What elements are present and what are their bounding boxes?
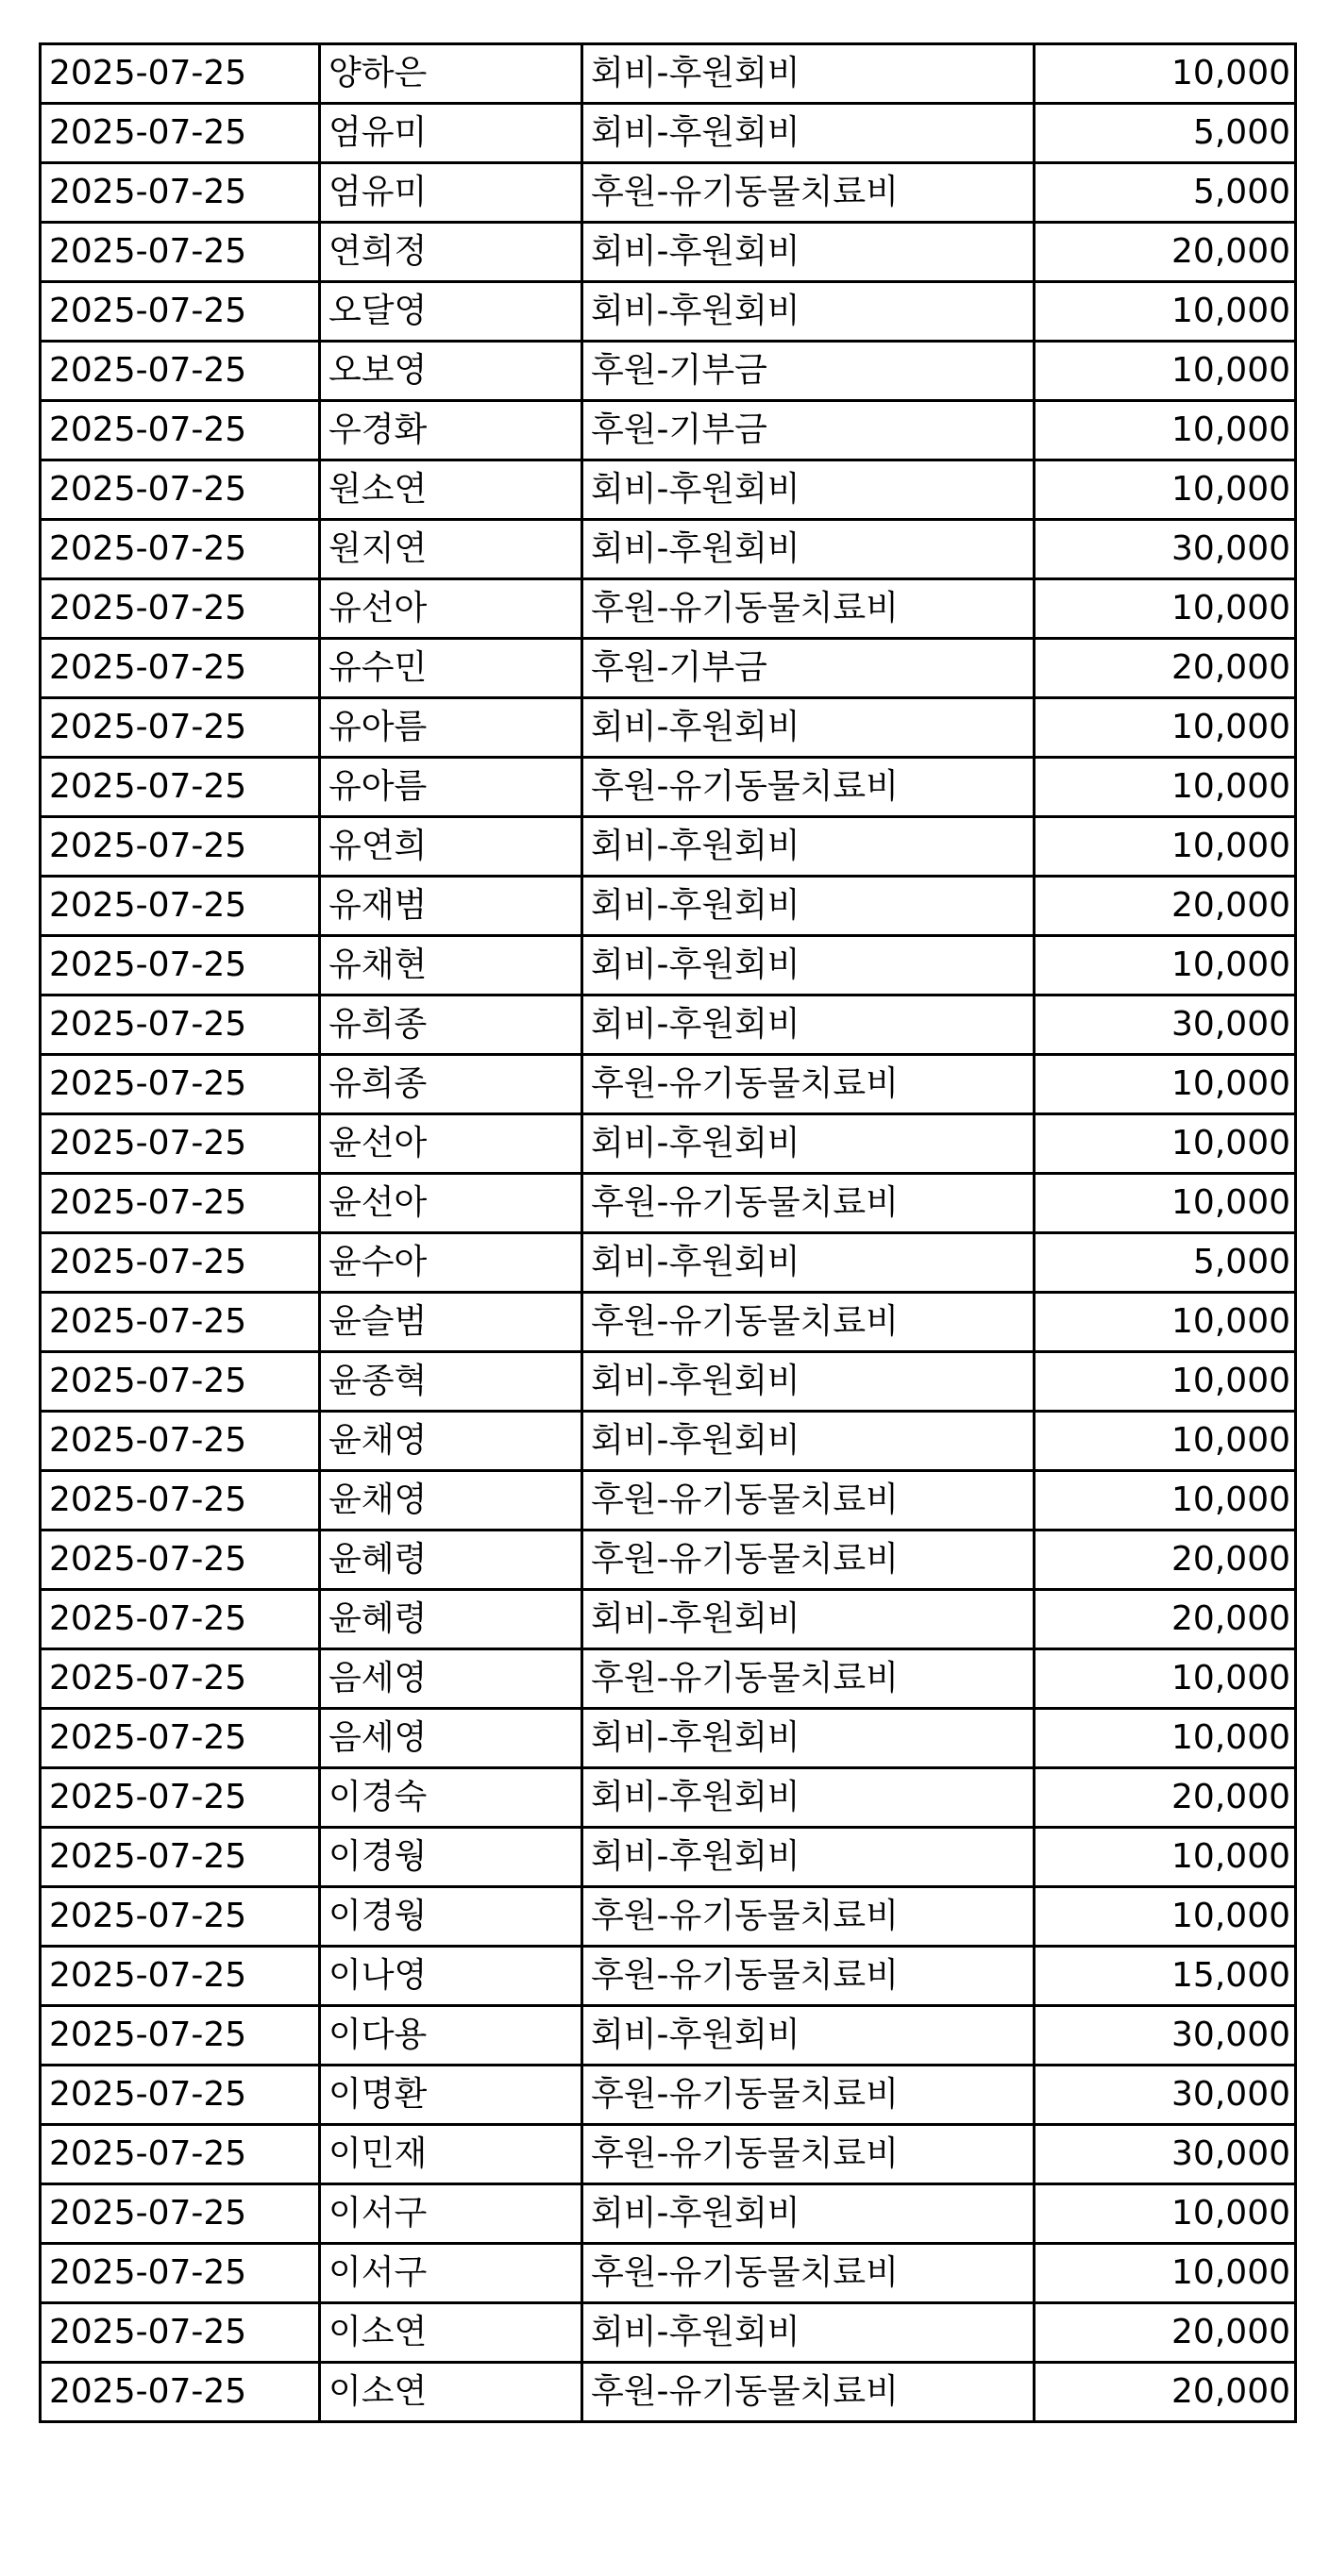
donor-name-cell: 유채현 xyxy=(320,936,582,995)
table-row xyxy=(41,104,1296,163)
amount-cell: 20,000 xyxy=(1035,2363,1296,2422)
date-cell: 2025-07-25 xyxy=(41,223,320,282)
donor-name-cell: 이서구 xyxy=(320,2184,582,2244)
donor-name-cell: 윤선아 xyxy=(320,1114,582,1174)
table-row xyxy=(41,1887,1296,1947)
category-cell: 후원-유기동물치료비 xyxy=(582,1531,1035,1590)
category-cell: 후원-유기동물치료비 xyxy=(582,1649,1035,1709)
donor-name-cell: 양하은 xyxy=(320,44,582,104)
category-cell: 회비-후원회비 xyxy=(582,1114,1035,1174)
donor-name-cell: 이경숙 xyxy=(320,1768,582,1828)
table-row xyxy=(41,2363,1296,2422)
donor-name-cell: 유희종 xyxy=(320,995,582,1055)
category-cell: 후원-유기동물치료비 xyxy=(582,163,1035,223)
table-row xyxy=(41,1590,1296,1649)
date-cell: 2025-07-25 xyxy=(41,1233,320,1293)
date-cell: 2025-07-25 xyxy=(41,1947,320,2006)
table-row xyxy=(41,1174,1296,1233)
date-cell: 2025-07-25 xyxy=(41,877,320,936)
donor-name-cell: 이경웡 xyxy=(320,1828,582,1887)
amount-cell: 10,000 xyxy=(1035,1649,1296,1709)
donor-name-cell: 유재범 xyxy=(320,877,582,936)
category-cell: 회비-후원회비 xyxy=(582,1709,1035,1768)
amount-cell: 5,000 xyxy=(1035,163,1296,223)
table-row xyxy=(41,1768,1296,1828)
date-cell: 2025-07-25 xyxy=(41,1412,320,1471)
date-cell: 2025-07-25 xyxy=(41,282,320,342)
amount-cell: 10,000 xyxy=(1035,342,1296,401)
donor-name-cell: 이나영 xyxy=(320,1947,582,2006)
amount-cell: 15,000 xyxy=(1035,1947,1296,2006)
amount-cell: 10,000 xyxy=(1035,1114,1296,1174)
table-row xyxy=(41,1352,1296,1412)
donor-name-cell: 음세영 xyxy=(320,1649,582,1709)
date-cell: 2025-07-25 xyxy=(41,817,320,877)
donor-name-cell: 이다용 xyxy=(320,2006,582,2066)
date-cell: 2025-07-25 xyxy=(41,698,320,758)
category-cell: 회비-후원회비 xyxy=(582,1768,1035,1828)
donor-name-cell: 유아름 xyxy=(320,758,582,817)
category-cell: 후원-유기동물치료비 xyxy=(582,758,1035,817)
donor-name-cell: 유희종 xyxy=(320,1055,582,1114)
table-row xyxy=(41,1233,1296,1293)
donor-name-cell: 유선아 xyxy=(320,579,582,639)
date-cell: 2025-07-25 xyxy=(41,1471,320,1531)
category-cell: 후원-유기동물치료비 xyxy=(582,1293,1035,1352)
category-cell: 회비-후원회비 xyxy=(582,1590,1035,1649)
category-cell: 후원-유기동물치료비 xyxy=(582,2066,1035,2125)
category-cell: 회비-후원회비 xyxy=(582,1828,1035,1887)
amount-cell: 10,000 xyxy=(1035,1709,1296,1768)
table-row xyxy=(41,342,1296,401)
donor-name-cell: 이경웡 xyxy=(320,1887,582,1947)
category-cell: 회비-후원회비 xyxy=(582,936,1035,995)
amount-cell: 10,000 xyxy=(1035,1412,1296,1471)
donor-name-cell: 원지연 xyxy=(320,520,582,579)
amount-cell: 10,000 xyxy=(1035,698,1296,758)
amount-cell: 10,000 xyxy=(1035,579,1296,639)
date-cell: 2025-07-25 xyxy=(41,1768,320,1828)
date-cell: 2025-07-25 xyxy=(41,1293,320,1352)
date-cell: 2025-07-25 xyxy=(41,1828,320,1887)
date-cell: 2025-07-25 xyxy=(41,1590,320,1649)
amount-cell: 20,000 xyxy=(1035,2303,1296,2363)
amount-cell: 10,000 xyxy=(1035,1352,1296,1412)
donor-name-cell: 이소연 xyxy=(320,2363,582,2422)
table-row xyxy=(41,282,1296,342)
donation-ledger-table xyxy=(39,42,1297,2423)
category-cell: 후원-유기동물치료비 xyxy=(582,2125,1035,2184)
donor-name-cell: 윤슬범 xyxy=(320,1293,582,1352)
donor-name-cell: 음세영 xyxy=(320,1709,582,1768)
table-row xyxy=(41,698,1296,758)
table-row xyxy=(41,223,1296,282)
date-cell: 2025-07-25 xyxy=(41,1531,320,1590)
donor-name-cell: 엄유미 xyxy=(320,104,582,163)
category-cell: 회비-후원회비 xyxy=(582,877,1035,936)
donor-name-cell: 연희정 xyxy=(320,223,582,282)
date-cell: 2025-07-25 xyxy=(41,163,320,223)
amount-cell: 30,000 xyxy=(1035,2066,1296,2125)
category-cell: 후원-유기동물치료비 xyxy=(582,579,1035,639)
table-row xyxy=(41,639,1296,698)
date-cell: 2025-07-25 xyxy=(41,936,320,995)
category-cell: 회비-후원회비 xyxy=(582,44,1035,104)
category-cell: 회비-후원회비 xyxy=(582,1352,1035,1412)
date-cell: 2025-07-25 xyxy=(41,579,320,639)
date-cell: 2025-07-25 xyxy=(41,44,320,104)
donor-name-cell: 윤선아 xyxy=(320,1174,582,1233)
table-row xyxy=(41,2006,1296,2066)
category-cell: 회비-후원회비 xyxy=(582,460,1035,520)
category-cell: 회비-후원회비 xyxy=(582,223,1035,282)
category-cell: 회비-후원회비 xyxy=(582,520,1035,579)
donor-name-cell: 윤채영 xyxy=(320,1412,582,1471)
date-cell: 2025-07-25 xyxy=(41,1055,320,1114)
date-cell: 2025-07-25 xyxy=(41,1174,320,1233)
amount-cell: 30,000 xyxy=(1035,2006,1296,2066)
date-cell: 2025-07-25 xyxy=(41,2244,320,2303)
date-cell: 2025-07-25 xyxy=(41,401,320,460)
table-row xyxy=(41,1412,1296,1471)
date-cell: 2025-07-25 xyxy=(41,1649,320,1709)
donor-name-cell: 원소연 xyxy=(320,460,582,520)
category-cell: 회비-후원회비 xyxy=(582,698,1035,758)
amount-cell: 10,000 xyxy=(1035,401,1296,460)
date-cell: 2025-07-25 xyxy=(41,758,320,817)
amount-cell: 5,000 xyxy=(1035,1233,1296,1293)
category-cell: 회비-후원회비 xyxy=(582,995,1035,1055)
category-cell: 회비-후원회비 xyxy=(582,817,1035,877)
table-row xyxy=(41,817,1296,877)
date-cell: 2025-07-25 xyxy=(41,995,320,1055)
date-cell: 2025-07-25 xyxy=(41,639,320,698)
amount-cell: 20,000 xyxy=(1035,1531,1296,1590)
donor-name-cell: 오보영 xyxy=(320,342,582,401)
amount-cell: 10,000 xyxy=(1035,1471,1296,1531)
date-cell: 2025-07-25 xyxy=(41,2184,320,2244)
table-row xyxy=(41,2125,1296,2184)
table-row xyxy=(41,1709,1296,1768)
donor-name-cell: 유연희 xyxy=(320,817,582,877)
date-cell: 2025-07-25 xyxy=(41,1114,320,1174)
amount-cell: 30,000 xyxy=(1035,520,1296,579)
amount-cell: 30,000 xyxy=(1035,2125,1296,2184)
category-cell: 후원-기부금 xyxy=(582,401,1035,460)
donor-name-cell: 유수민 xyxy=(320,639,582,698)
table-row xyxy=(41,936,1296,995)
date-cell: 2025-07-25 xyxy=(41,520,320,579)
category-cell: 회비-후원회비 xyxy=(582,2006,1035,2066)
amount-cell: 10,000 xyxy=(1035,936,1296,995)
donor-name-cell: 엄유미 xyxy=(320,163,582,223)
category-cell: 회비-후원회비 xyxy=(582,1233,1035,1293)
category-cell: 후원-유기동물치료비 xyxy=(582,1887,1035,1947)
donor-name-cell: 우경화 xyxy=(320,401,582,460)
table-row xyxy=(41,2303,1296,2363)
ledger-body xyxy=(41,44,1296,2422)
amount-cell: 10,000 xyxy=(1035,1293,1296,1352)
donor-name-cell: 이민재 xyxy=(320,2125,582,2184)
table-row xyxy=(41,2066,1296,2125)
table-row xyxy=(41,401,1296,460)
category-cell: 후원-유기동물치료비 xyxy=(582,2244,1035,2303)
donor-name-cell: 윤수아 xyxy=(320,1233,582,1293)
amount-cell: 10,000 xyxy=(1035,282,1296,342)
amount-cell: 10,000 xyxy=(1035,2184,1296,2244)
date-cell: 2025-07-25 xyxy=(41,2006,320,2066)
donor-name-cell: 오달영 xyxy=(320,282,582,342)
amount-cell: 10,000 xyxy=(1035,460,1296,520)
donor-name-cell: 윤채영 xyxy=(320,1471,582,1531)
donor-name-cell: 이명환 xyxy=(320,2066,582,2125)
table-row xyxy=(41,1828,1296,1887)
date-cell: 2025-07-25 xyxy=(41,460,320,520)
category-cell: 후원-기부금 xyxy=(582,639,1035,698)
date-cell: 2025-07-25 xyxy=(41,1887,320,1947)
date-cell: 2025-07-25 xyxy=(41,1709,320,1768)
donor-name-cell: 윤혜령 xyxy=(320,1590,582,1649)
table-row xyxy=(41,758,1296,817)
table-row xyxy=(41,44,1296,104)
date-cell: 2025-07-25 xyxy=(41,2125,320,2184)
table-row xyxy=(41,2184,1296,2244)
amount-cell: 10,000 xyxy=(1035,758,1296,817)
table-row xyxy=(41,2244,1296,2303)
table-row xyxy=(41,1649,1296,1709)
donor-name-cell: 윤종혁 xyxy=(320,1352,582,1412)
table-row xyxy=(41,1055,1296,1114)
table-row xyxy=(41,1293,1296,1352)
donor-name-cell: 이소연 xyxy=(320,2303,582,2363)
amount-cell: 10,000 xyxy=(1035,2244,1296,2303)
table-row xyxy=(41,1531,1296,1590)
category-cell: 후원-유기동물치료비 xyxy=(582,1947,1035,2006)
category-cell: 후원-유기동물치료비 xyxy=(582,2363,1035,2422)
amount-cell: 10,000 xyxy=(1035,1055,1296,1114)
category-cell: 회비-후원회비 xyxy=(582,1412,1035,1471)
date-cell: 2025-07-25 xyxy=(41,2066,320,2125)
donor-name-cell: 이서구 xyxy=(320,2244,582,2303)
date-cell: 2025-07-25 xyxy=(41,104,320,163)
category-cell: 후원-유기동물치료비 xyxy=(582,1174,1035,1233)
donor-name-cell: 윤혜령 xyxy=(320,1531,582,1590)
amount-cell: 10,000 xyxy=(1035,1887,1296,1947)
table-row xyxy=(41,1947,1296,2006)
date-cell: 2025-07-25 xyxy=(41,2303,320,2363)
amount-cell: 5,000 xyxy=(1035,104,1296,163)
date-cell: 2025-07-25 xyxy=(41,342,320,401)
table-row xyxy=(41,995,1296,1055)
table-row xyxy=(41,1471,1296,1531)
category-cell: 회비-후원회비 xyxy=(582,2303,1035,2363)
donor-name-cell: 유아름 xyxy=(320,698,582,758)
category-cell: 후원-유기동물치료비 xyxy=(582,1055,1035,1114)
table-row xyxy=(41,520,1296,579)
category-cell: 회비-후원회비 xyxy=(582,104,1035,163)
category-cell: 후원-기부금 xyxy=(582,342,1035,401)
table-row xyxy=(41,1114,1296,1174)
table-row xyxy=(41,579,1296,639)
table-row xyxy=(41,877,1296,936)
category-cell: 회비-후원회비 xyxy=(582,2184,1035,2244)
date-cell: 2025-07-25 xyxy=(41,1352,320,1412)
table-row xyxy=(41,163,1296,223)
table-row xyxy=(41,460,1296,520)
amount-cell: 10,000 xyxy=(1035,1174,1296,1233)
amount-cell: 10,000 xyxy=(1035,817,1296,877)
amount-cell: 20,000 xyxy=(1035,877,1296,936)
amount-cell: 20,000 xyxy=(1035,639,1296,698)
amount-cell: 20,000 xyxy=(1035,1768,1296,1828)
amount-cell: 20,000 xyxy=(1035,1590,1296,1649)
category-cell: 회비-후원회비 xyxy=(582,282,1035,342)
amount-cell: 30,000 xyxy=(1035,995,1296,1055)
amount-cell: 10,000 xyxy=(1035,1828,1296,1887)
category-cell: 후원-유기동물치료비 xyxy=(582,1471,1035,1531)
date-cell: 2025-07-25 xyxy=(41,2363,320,2422)
amount-cell: 10,000 xyxy=(1035,44,1296,104)
amount-cell: 20,000 xyxy=(1035,223,1296,282)
